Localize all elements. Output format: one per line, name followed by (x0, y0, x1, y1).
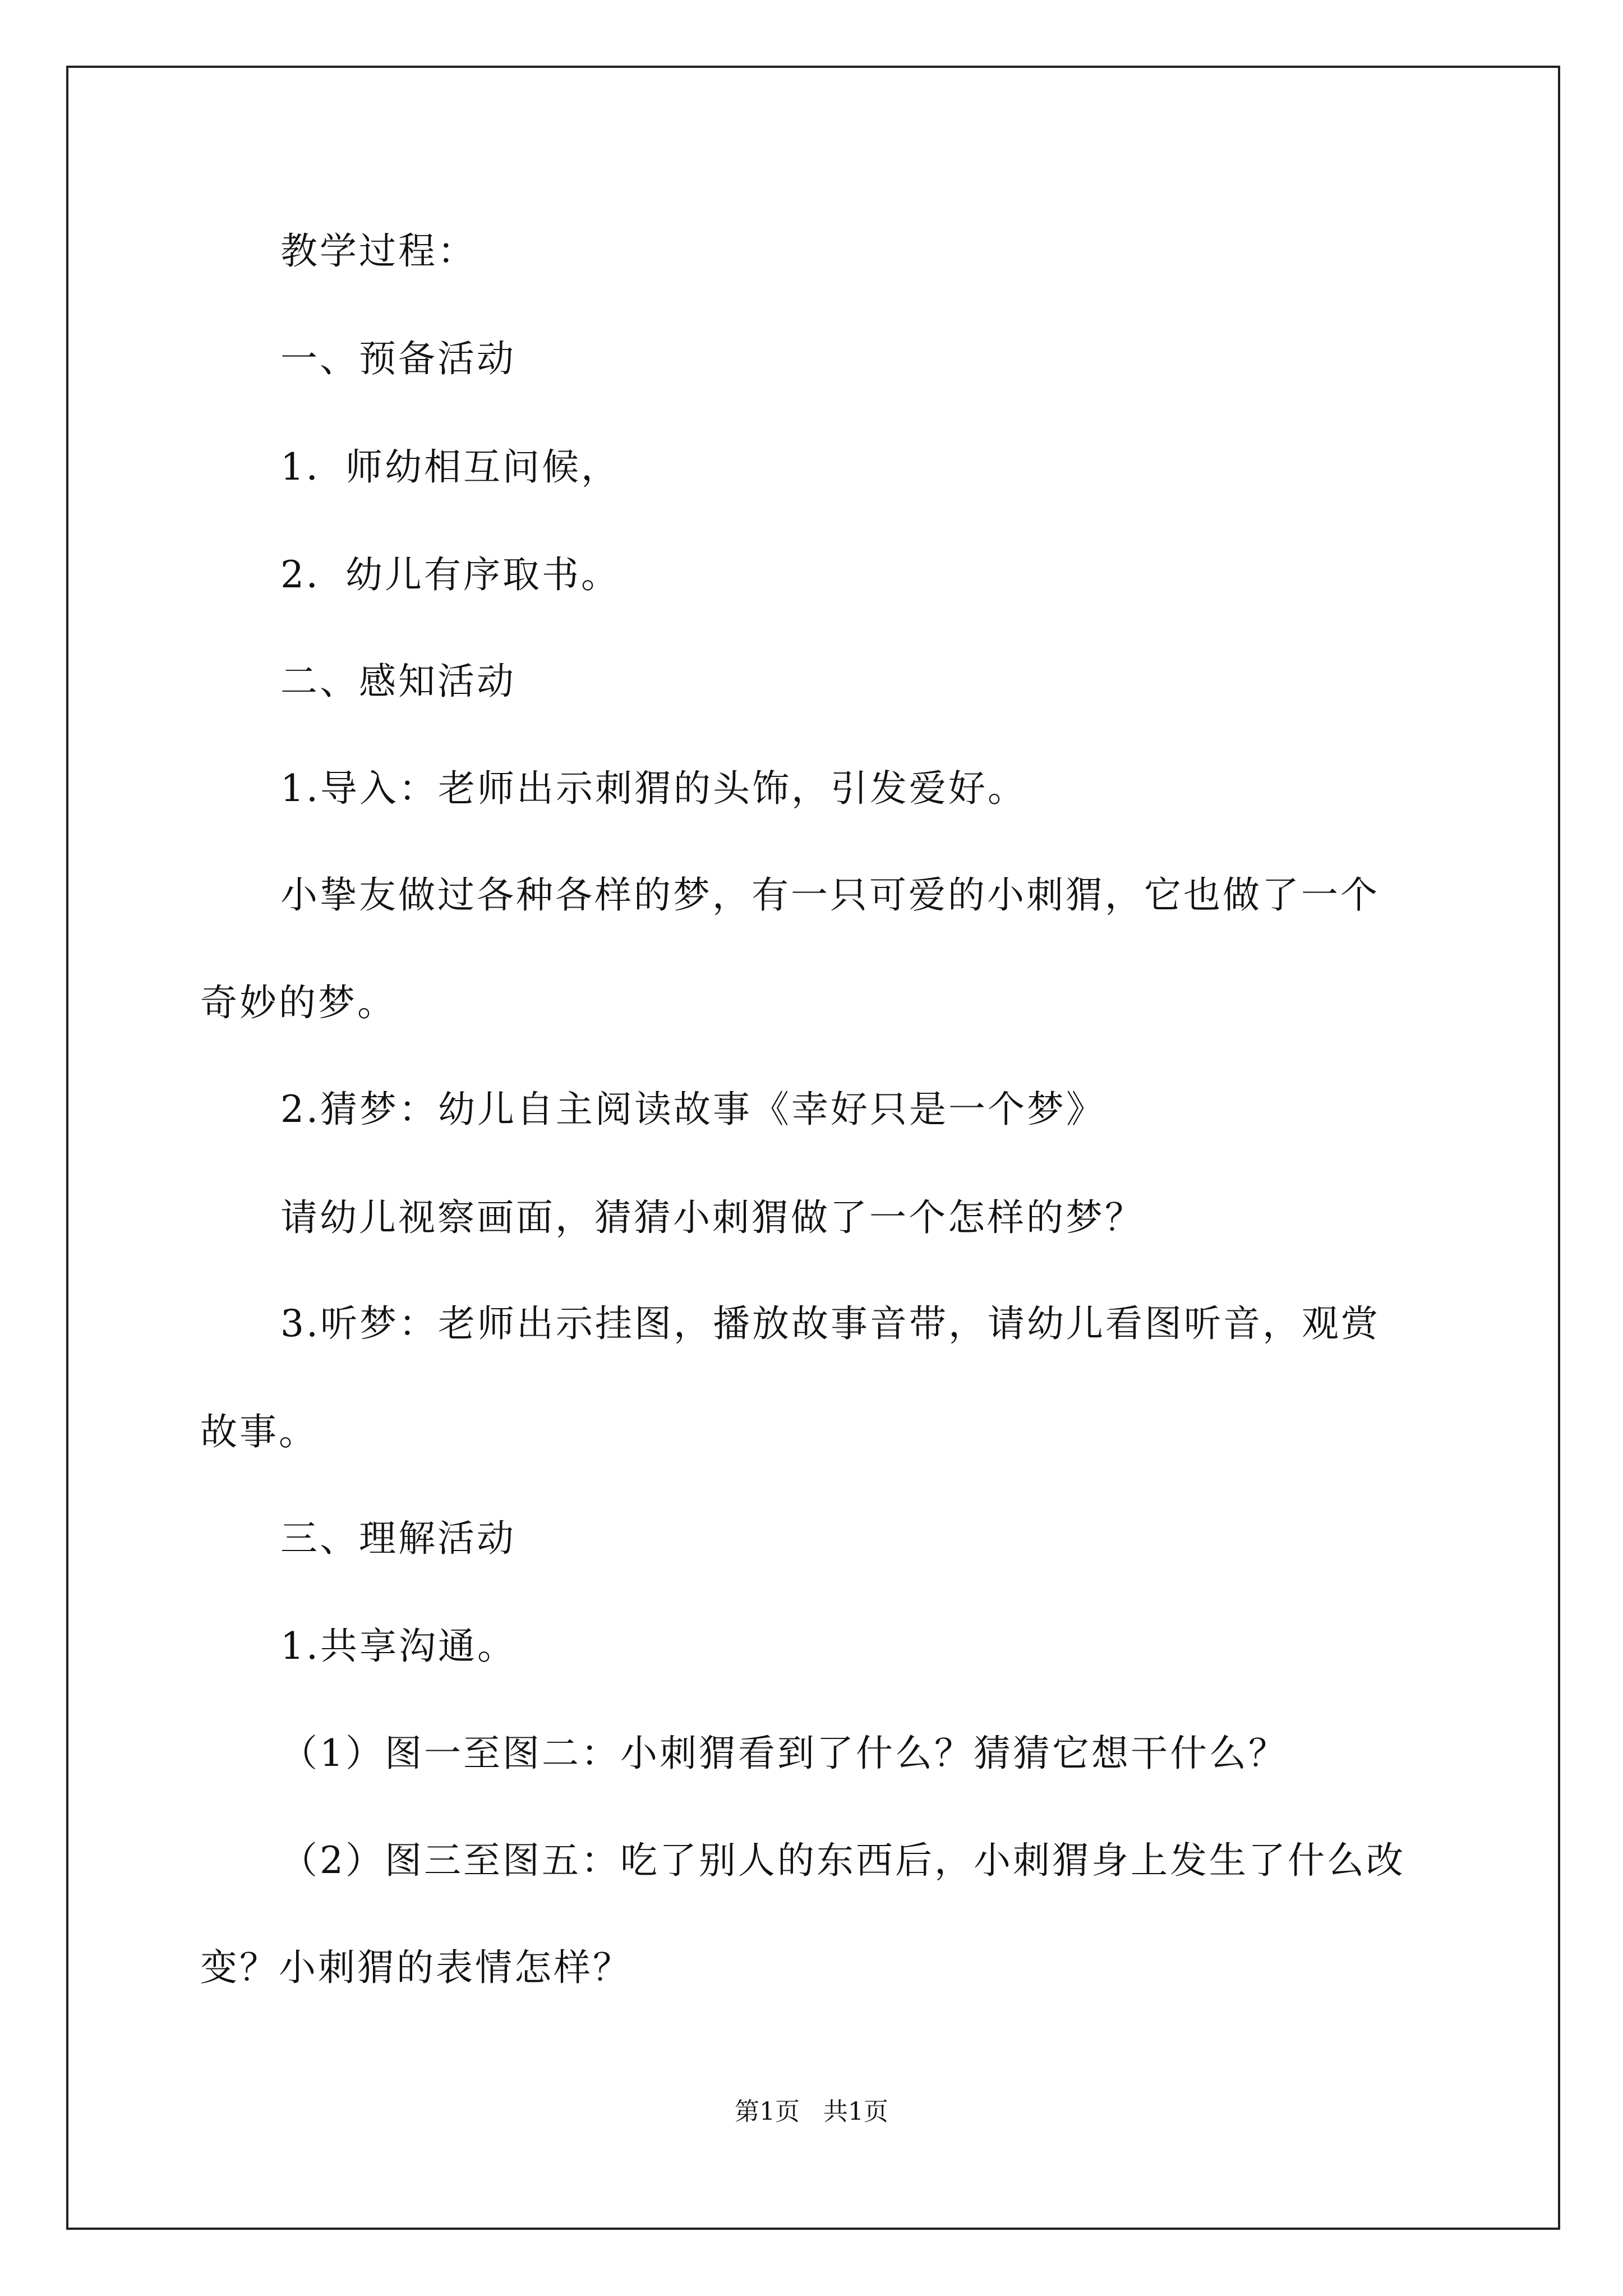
paragraph-line: 变？小刺猬的表情怎样？ (200, 1946, 632, 1989)
paragraph-line: 1.共享沟通。 (280, 1625, 517, 1668)
paragraph-line: 小挚友做过各种各样的梦，有一只可爱的小刺猬，它也做了一个 (280, 873, 1380, 917)
paragraph-line: 奇妙的梦。 (200, 981, 396, 1024)
paragraph-line: （1）图一至图二：小刺猬看到了什么？猜猜它想干什么？ (280, 1732, 1288, 1775)
section-heading-understand: 三、理解活动 (280, 1517, 516, 1560)
paragraph-line: 1.导入：老师出示刺猬的头饰，引发爱好。 (280, 767, 1027, 810)
paragraph-line: 请幼儿视察画面，猜猜小刺猬做了一个怎样的梦？ (280, 1196, 1144, 1239)
paragraph-line: 2．幼儿有序取书。 (280, 553, 620, 596)
paragraph-line: 3.听梦：老师出示挂图，播放故事音带，请幼儿看图听音，观赏 (280, 1302, 1380, 1345)
paragraph-line: 故事。 (200, 1410, 318, 1453)
paragraph-line: 1．师幼相互问候， (280, 445, 620, 489)
section-heading-perceive: 二、感知活动 (280, 660, 516, 703)
heading-teaching-process: 教学过程： (280, 229, 477, 273)
paragraph-line: （2）图三至图五：吃了别人的东西后，小刺猬身上发生了什么改 (280, 1839, 1405, 1882)
page-footer: 第1页 共1页 (735, 2097, 888, 2126)
paragraph-line: 2.猜梦：幼儿自主阅读故事《幸好只是一个梦》 (280, 1088, 1105, 1131)
page-border (66, 66, 1560, 2230)
section-heading-prepare: 一、预备活动 (280, 337, 516, 380)
